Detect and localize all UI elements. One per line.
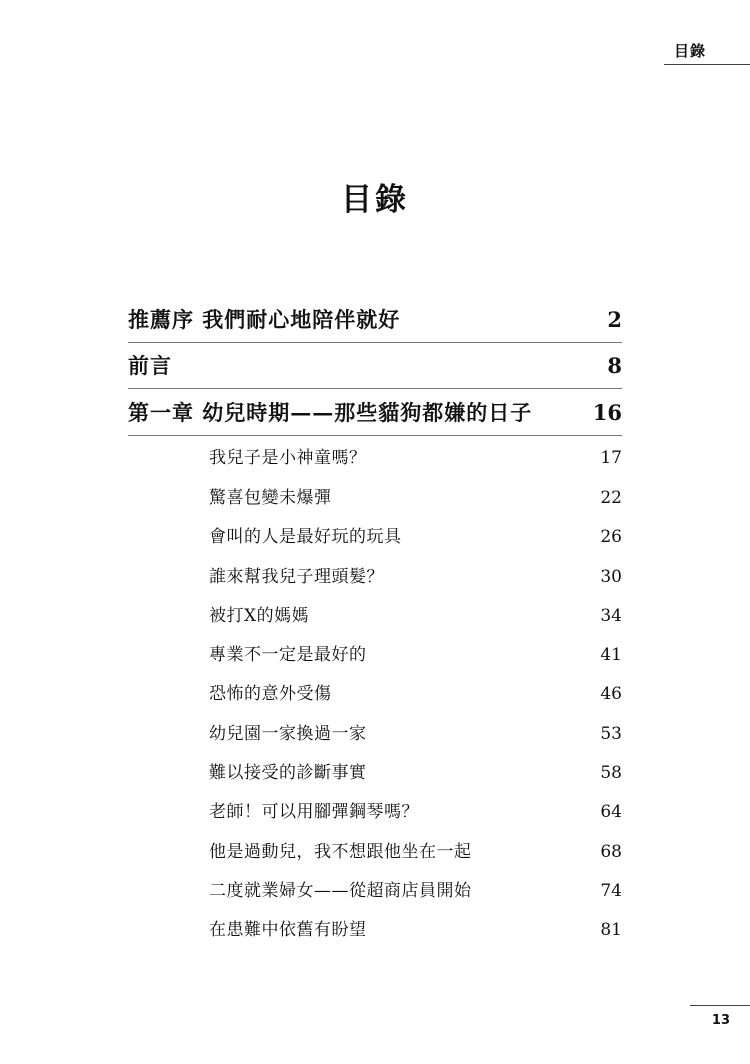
toc-chapter-title: 推薦序 我們耐心地陪伴就好 xyxy=(128,307,401,332)
running-header xyxy=(664,40,750,65)
toc-section-title: 誰來幫我兒子理頭髮？ xyxy=(209,567,384,587)
toc-section-row[interactable] xyxy=(209,876,622,901)
toc-section-page: 46 xyxy=(600,684,622,704)
toc-section-row[interactable] xyxy=(209,837,622,862)
footer-rule xyxy=(690,1005,750,1006)
toc-section-page: 22 xyxy=(600,488,622,508)
toc-section-row[interactable] xyxy=(209,758,622,783)
toc-section-page: 53 xyxy=(600,724,622,744)
toc-section-page: 26 xyxy=(600,527,622,547)
toc-section-row[interactable] xyxy=(209,601,622,626)
toc-section-row[interactable] xyxy=(209,915,622,940)
toc-chapter-title: 前言 xyxy=(128,353,172,378)
toc-section-row[interactable] xyxy=(209,443,622,468)
toc-section-page: 64 xyxy=(600,802,622,822)
toc-chapter-page: 2 xyxy=(607,307,622,332)
page-title: 目錄 xyxy=(341,182,409,218)
toc-section-page: 34 xyxy=(600,606,622,626)
toc-section-title: 老師！可以用腳彈鋼琴嗎？ xyxy=(209,802,419,822)
toc-section-page: 74 xyxy=(600,881,622,901)
toc-section-title: 在患難中依舊有盼望 xyxy=(209,920,367,940)
toc-section-row[interactable] xyxy=(209,640,622,665)
toc-chapter-row[interactable] xyxy=(128,304,622,343)
footer-page-number: 13 xyxy=(711,1013,730,1028)
toc-section-page: 81 xyxy=(600,920,622,940)
toc-section-page: 58 xyxy=(600,763,622,783)
toc-section-row[interactable] xyxy=(209,679,622,704)
toc-chapter-title: 第一章 幼兒時期——那些貓狗都嫌的日子 xyxy=(128,400,533,425)
toc-section-title: 會叫的人是最好玩的玩具 xyxy=(209,527,402,547)
toc-chapter-row[interactable] xyxy=(128,397,622,436)
toc-chapter-page: 8 xyxy=(607,353,622,378)
toc-chapter-row[interactable] xyxy=(128,350,622,389)
toc-chapter-page: 16 xyxy=(592,400,622,425)
toc-section-row[interactable] xyxy=(209,719,622,744)
toc-section-title: 幼兒園一家換過一家 xyxy=(209,724,367,744)
toc-section-page: 68 xyxy=(600,842,622,862)
toc-section-row[interactable] xyxy=(209,797,622,822)
toc-section-title: 專業不一定是最好的 xyxy=(209,645,367,665)
toc-section-title: 二度就業婦女——從超商店員開始 xyxy=(209,881,472,901)
toc-section-row[interactable] xyxy=(209,483,622,508)
toc-section-row[interactable] xyxy=(209,562,622,587)
toc-section-title: 我兒子是小神童嗎？ xyxy=(209,448,367,468)
toc-section-title: 驚喜包變未爆彈 xyxy=(209,488,332,508)
toc-section-title: 難以接受的診斷事實 xyxy=(209,763,367,783)
toc-section-title: 他是過動兒，我不想跟他坐在一起 xyxy=(209,842,472,862)
toc-section-page: 17 xyxy=(600,448,622,468)
toc-section-title: 被打X的媽媽 xyxy=(209,606,310,626)
toc-section-page: 41 xyxy=(600,645,622,665)
toc-section-page: 30 xyxy=(600,567,622,587)
toc-section-title: 恐怖的意外受傷 xyxy=(209,684,332,704)
toc-section-row[interactable] xyxy=(209,522,622,547)
running-header-label: 目錄 xyxy=(674,42,707,60)
